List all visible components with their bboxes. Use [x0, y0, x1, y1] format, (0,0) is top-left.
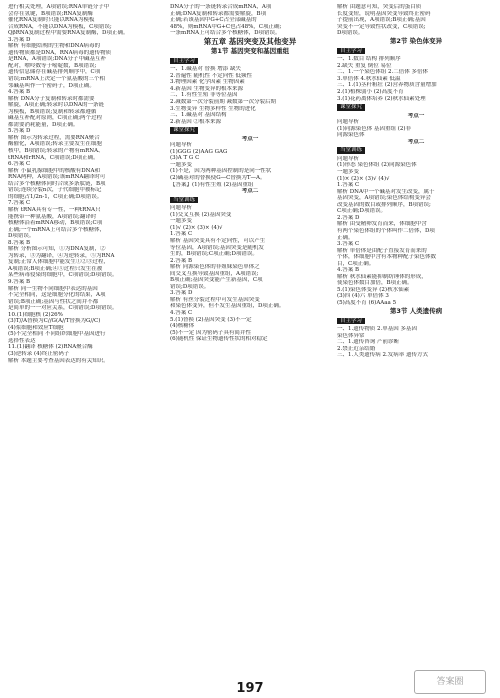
- text-line: (1)× (2)× (3)√ (4)√: [337, 175, 390, 182]
- tag-class-inquiry: 课堂探究: [337, 104, 365, 111]
- text-line: 3.生物变异 生物多样性 生物的进化: [170, 105, 256, 112]
- text-line: (1)GGG (2)AAG GAG: [170, 148, 228, 155]
- text-line: 解析 基因突变具有不定向性，可以产生: [170, 237, 266, 244]
- tag-self-study: 自主学习: [170, 58, 198, 65]
- text-line: tRNA和rRNA，C项错误;D项正确。: [8, 154, 99, 161]
- text-line: 和染色体变异，但不发生基因重组，D项正确。: [170, 303, 285, 310]
- text-line: 解析 图示为转录过程，需要RNA聚合: [8, 134, 100, 141]
- text-line: 都需要消耗能量，D项正确。: [8, 121, 79, 128]
- text-line: 3.物理因素 化学因素 生物因素: [170, 79, 245, 86]
- text-line: 间交叉互换导致基因重组，A项错误;: [170, 270, 259, 277]
- column-right: [337, 4, 495, 359]
- text-line: 核中，B项错误;转录的产物有mRNA、: [8, 148, 104, 155]
- text-line: 问题导析: [170, 142, 193, 149]
- key-point-heading: 考点一: [241, 135, 259, 142]
- text-line: 等位基因，A项错误;基因突变是随机发: [170, 244, 264, 251]
- text-line: 解析 由题意可知，突变后的蛋白质: [337, 4, 422, 10]
- text-line: 问题导析: [337, 155, 360, 162]
- text-line: 二、1.遗传咨询 产前诊断: [337, 339, 399, 346]
- tag-practice: 当堂训练: [170, 197, 198, 204]
- text-line: (3)A T G C: [170, 155, 200, 162]
- text-line: 核糖体沿着mRNA移动，B项错误;C项: [8, 220, 103, 227]
- text-line: (3)T//A替换为C//G(A//T替换为G//C): [8, 318, 101, 325]
- text-line: 2.答案 D: [337, 214, 360, 221]
- text-line: 1.答案 C: [337, 182, 360, 189]
- watermark-logo: 答案圈: [414, 670, 486, 694]
- text-line: 2.答案 B: [170, 257, 193, 264]
- text-line: 为转录，③为翻译，④为逆转录，⑤为RNA: [8, 252, 115, 259]
- section-title: 第2节 染色体变异: [389, 36, 443, 45]
- text-line: 3.单倍体 4.秋水仙素 低温: [337, 75, 401, 82]
- text-line: (4)核糖体: [170, 323, 195, 330]
- text-line: 催化RNA复制时只能以RNA为模板: [8, 17, 95, 24]
- text-line: 结合多个核糖体同时合成多条肽链，B项: [8, 180, 106, 187]
- key-point-heading: 考点二: [407, 138, 425, 145]
- text-line: 解析 有丝分裂过程中可发生基因突变: [170, 296, 260, 303]
- column-middle: [170, 4, 330, 343]
- text-line: 不完全相同，这是细胞分化的结果，A项: [8, 292, 106, 299]
- text-line: 正确;若该基因中G+C占全部碱基的: [170, 17, 257, 24]
- text-line: 9.答案 B: [8, 278, 31, 285]
- text-line: 5.答案 D: [8, 128, 31, 135]
- text-line: 解析 DNA分子复制和转录时都需要: [8, 95, 95, 102]
- text-line: 复制;正常人体细胞中能发生①②③过程，: [8, 259, 109, 266]
- column-left: [8, 4, 163, 364]
- text-line: 4.新基因 生物变异的根本来源: [170, 85, 243, 92]
- text-line: 突变不一定导致性状改变，C项错误;: [337, 23, 426, 30]
- text-line: 一题多变: [170, 161, 193, 168]
- text-line: 生的，B项错误;C项正确;D项错误。: [170, 251, 258, 258]
- tag-class-inquiry: 课堂探究: [170, 127, 198, 134]
- text-line: 是RNA，A项错误;DNA分子中碱基互补: [8, 56, 106, 63]
- text-line: B项正确;基因突变能产生新基因，C项: [170, 277, 263, 284]
- text-line: D项错误。: [8, 233, 35, 240]
- text-line: 解析 秋水仙素能抑制纺锤体的形成，: [337, 273, 427, 280]
- text-line: 目，C项正确。: [337, 260, 375, 267]
- text-line: 一、1.碱基对 替换 增添 缺失: [170, 66, 241, 73]
- text-line: (1)同源染色体 基因重组 (2)非: [337, 125, 412, 132]
- text-line: 5.(1)替换 (2)基因突变 (3)不一定: [170, 316, 252, 323]
- text-line: 解析 tRNA具有专一性，一种tRNA只: [8, 206, 101, 213]
- text-line: (1)交叉互换 (2)基因突变: [170, 211, 232, 218]
- text-line: 二、1.一个染色体组 2.二倍体 多倍体: [337, 69, 428, 76]
- text-line: 问题导析: [170, 205, 193, 212]
- text-line: 一题多变: [170, 218, 193, 225]
- text-line: 2.减数第一次分裂前期 减数第一次分裂后期: [170, 99, 276, 106]
- text-line: 2.禁止近亲结婚: [337, 345, 376, 352]
- text-line: 4.答案 B: [337, 267, 360, 274]
- chapter-title: 第五章 基因突变及其他变异: [203, 36, 297, 46]
- text-line: 碱基互补配对原则，C项正确;两个过程: [8, 115, 103, 122]
- text-line: 错误;连续分裂n次，子代细胞中被标记: [8, 187, 102, 194]
- text-line: 解析 有细胞结构的生物和DNA病毒的: [8, 43, 100, 50]
- text-line: 使染色体数目加倍，B项正确。: [337, 280, 413, 287]
- text-line: 3.答案 D: [170, 290, 193, 297]
- text-line: 解析 小鼠乳腺细胞中的核酸有DNA和: [8, 167, 100, 174]
- text-line: 同源染色体: [337, 132, 365, 139]
- text-line: 解析 本题主要考查基因表达的有关知识。: [8, 357, 109, 364]
- text-line: 解析 DNA中一个碱基对发生改变，属于: [337, 188, 435, 195]
- text-line: 10.(1)细胞核 (2)26%: [8, 311, 63, 318]
- tag-self-study: 自主学习: [337, 48, 365, 55]
- text-line: 解析 同源染色体的非姐妹染色单体之: [170, 264, 260, 271]
- text-line: 错误;B项正确;基因与性状之间并不都: [8, 298, 99, 305]
- text-line: 长度变短，说明基因突变导致终止密码: [337, 10, 431, 17]
- text-line: 会存在氢键，B项错误;RNA复制酶: [8, 10, 93, 17]
- text-line: 正确;DNA复制和转录都需要解旋，B项: [170, 10, 267, 17]
- text-line: 解旋，A项正确;转录时以DNA的一条链: [8, 102, 105, 109]
- text-line: 1.答案 C: [170, 231, 193, 238]
- text-line: 问题导析: [337, 119, 360, 126]
- text-line: 错误;D项错误。: [170, 283, 210, 290]
- text-line: 6.答案 C: [8, 161, 31, 168]
- text-line: 能携带一种氨基酸，A项错误;翻译时: [8, 213, 97, 220]
- text-line: (5)高度不育 (6)AAaa 5: [337, 299, 397, 306]
- text-line: 遗传信息储存在碱基排列顺序中，C项: [8, 69, 101, 76]
- text-line: (1)√ (2)× (3)× (4)√: [170, 224, 223, 231]
- text-line: 正确;一个mRNA上可结合多个核糖体，: [8, 226, 105, 233]
- text-line: 7.答案 C: [8, 200, 31, 207]
- text-line: 5.(1)染色体变异 (2)秋水仙素: [337, 286, 410, 293]
- key-point-heading: 考点一: [407, 112, 425, 119]
- text-line: (2)碱基对的替换使G—C替换为T—A。: [170, 175, 266, 182]
- text-line: 3.答案 C: [337, 241, 360, 248]
- text-line: (5)不一定 因为密码子具有简并性: [170, 329, 252, 336]
- text-line: 3.(1)花药离体培养 (2)秋水仙素处理: [337, 95, 426, 102]
- text-line: (3)四 (4)六 单倍体 3: [337, 293, 389, 300]
- text-line: 一条mRNA上可结合多个核糖体，D项错误。: [170, 30, 281, 37]
- text-line: 进行相关处理，A项错误;RNA单链分子中: [8, 4, 110, 10]
- text-line: 一、1.数目 结构 排列顺序: [337, 56, 401, 63]
- text-line: 解析 由受精卵发育而来，体细胞中含: [337, 221, 427, 228]
- text-line: 2.新基因 ②根本来源: [170, 118, 221, 125]
- text-line: 遗传物质都是DNA，RNA病毒的遗传物质: [8, 49, 112, 56]
- text-line: 选择性表达: [8, 337, 36, 344]
- text-line: D项错误。: [337, 30, 364, 37]
- text-line: 一、1.遗传物质 2.单基因 多基因: [337, 326, 417, 333]
- text-line: 子提前出现，A项错误;B项正确;基因: [337, 17, 426, 24]
- text-line: 是简单的一一对应关系，C项错误;D项错误。: [8, 305, 118, 312]
- text-line: 邻碱基叫作一个密码子，D项正确。: [8, 82, 95, 89]
- text-line: (1)形态 染色体组 (2)同源染色体: [337, 162, 417, 169]
- text-line: (3)逆转录 (4)终止密码子: [8, 350, 70, 357]
- text-line: 二、1.有性生殖 非等位基因: [170, 92, 238, 99]
- text-line: 改变基因的数目或排列顺序，B项错误;: [337, 201, 431, 208]
- text-line: 8.答案 B: [8, 239, 31, 246]
- key-point-heading: 考点二: [241, 188, 259, 195]
- text-line: QβRNA复制过程中需要RNA复制酶，D项正确。: [8, 30, 129, 37]
- text-line: 错误;mRNA上决定一个氨基酸的三个相: [8, 76, 105, 83]
- text-line: 三、1.碱基对 基因结构: [170, 112, 227, 119]
- text-line: 11.(1)翻译 核糖体 (2)RNA聚合酶: [8, 344, 93, 351]
- text-line: 三、1.(1)茎秆粗壮 (2)营养物质含量增加: [337, 82, 437, 89]
- text-line: 2.(1)植株弱小 (2)高度不育: [337, 89, 404, 96]
- text-line: (5)不完全相同 不同组织细胞中基因进行: [8, 331, 106, 338]
- text-line: A项错误;B项正确;④⑤过程只发生在被: [8, 265, 103, 272]
- section-title: 第3节 人类遗传病: [389, 306, 443, 315]
- text-line: 正确。: [337, 234, 354, 241]
- text-line: 2.缺失 重复 倒位 易位: [337, 62, 392, 69]
- text-line: 4.答案 C: [170, 309, 193, 316]
- section-title: 第1节 基因突变和基因重组: [210, 46, 290, 55]
- text-line: 三、1.人类遗传病 2.发病率 遗传方式: [337, 352, 428, 359]
- text-line: 3.答案 D: [8, 36, 31, 43]
- text-line: 48%，则mRNA中G+C也占48%，C项正确;: [170, 23, 282, 30]
- text-line: (6)随机性 保证生物遗传性状的相对稳定: [170, 336, 268, 343]
- text-line: 解析 同一生物不同细胞中表达的基因: [8, 285, 98, 292]
- text-line: 个体，体细胞中含有本物种配子染色体数: [337, 254, 437, 261]
- text-line: 一题多变: [337, 169, 360, 176]
- text-line: 解析 分析图示可知，①为DNA复制，②: [8, 246, 106, 253]
- text-line: 某些病毒侵染的细胞中，C项错误;D项错误。: [8, 272, 118, 279]
- text-line: 染色体异常: [337, 332, 365, 339]
- text-line: 【答案】(1)有性生殖 (2)基因重组: [170, 181, 254, 188]
- text-line: 2.普遍性 随机性 不定向性 低频性: [170, 72, 252, 79]
- tag-practice: 当堂训练: [337, 147, 365, 154]
- page-number: 197: [236, 681, 264, 696]
- tag-self-study: 自主学习: [337, 318, 365, 325]
- text-line: RNA两种，A项错误;该mRNA翻译时可: [8, 174, 106, 181]
- text-line: 基因突变，A项错误;染色体结构变异会: [337, 195, 431, 202]
- text-line: 解析 单倍体是由配子直接发育而来的: [337, 247, 427, 254]
- text-line: 配对，嘌呤数等于嘧啶数，B项错误;: [8, 62, 97, 69]
- text-line: 合成RNA，不能以DNA为模板，C项错误;: [8, 23, 112, 30]
- text-line: C项正确;D项错误。: [337, 208, 386, 215]
- text-line: 有两个染色体组的个体叫作二倍体，D项: [337, 227, 435, 234]
- text-line: 酶催化，A项错误;转录主要发生在细胞: [8, 141, 102, 148]
- text-line: (1)不是，因为两种基因控制的是同一性状: [170, 168, 272, 175]
- text-line: 4.答案 B: [8, 89, 31, 96]
- text-line: DNA分子的一条链转录合成mRNA，A项: [170, 4, 272, 10]
- text-line: 的细胞占1/2n-1，C项正确;D项错误。: [8, 193, 103, 200]
- text-line: 为模板，B项错误;复制和转录都遵循: [8, 108, 97, 115]
- text-line: (4)浆细胞和效应T细胞: [8, 324, 64, 331]
